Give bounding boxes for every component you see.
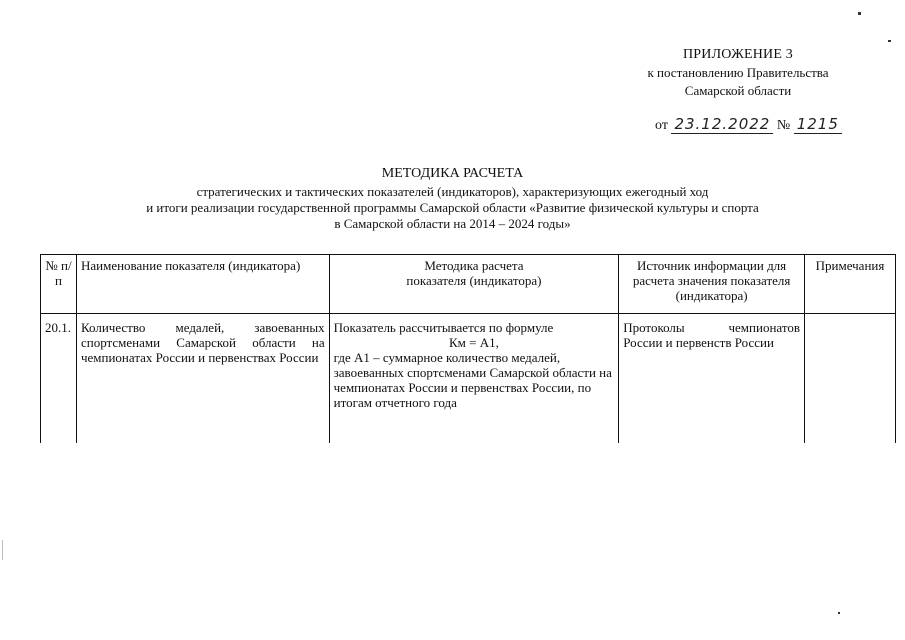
heading-line-3: в Самарской области на 2014 – 2024 годы» [334, 216, 571, 231]
header-num: № п/п [41, 255, 77, 314]
header-name: Наименование показателя (индикатора) [76, 255, 329, 314]
appendix-block [613, 47, 863, 101]
date-prefix: от [655, 118, 668, 133]
header-method-line-1: Методика расчета [424, 258, 524, 273]
cell-method [329, 314, 619, 444]
scan-speck [888, 40, 891, 42]
heading-title: МЕТОДИКА РАСЧЕТА [381, 166, 524, 181]
method-table [40, 254, 896, 443]
scan-speck [2, 540, 3, 560]
document-heading [0, 166, 905, 232]
heading-line-1: стратегических и тактических показателей (индикаторов), характеризующих ежегодный ход [196, 184, 709, 199]
number-label: № [776, 118, 791, 133]
cell-source: Протоколы чемпионатов России и первенств России [619, 314, 805, 444]
header-notes: Примечания [804, 255, 895, 314]
signature-line [655, 117, 842, 133]
scan-speck [858, 12, 861, 15]
method-description: где А1 – суммарное количество медалей, завоеванных спортсменами Самарской области на чемпионатах России и первенствах России, по итогам отчетного года [333, 350, 612, 410]
appendix-title: ПРИЛОЖЕНИЕ 3 [682, 47, 794, 62]
table-header-row [41, 255, 896, 314]
appendix-line-2: Самарской области [684, 83, 792, 98]
heading-line-2: и итоги реализации государственной программы Самарской области «Развитие физической культуры и спорта [146, 200, 759, 215]
header-method-line-2: показателя (индикатора) [406, 273, 542, 288]
cell-num: 20.1. [41, 314, 77, 444]
appendix-line-1: к постановлению Правительства [647, 65, 829, 80]
method-intro: Показатель рассчитывается по формуле [333, 320, 554, 335]
handwritten-number: 1215 [794, 115, 842, 134]
method-formula: Км = А1, [448, 335, 499, 350]
cell-notes [804, 314, 895, 444]
header-method [329, 255, 619, 314]
table-row [41, 314, 896, 444]
scan-speck [838, 612, 840, 614]
header-source: Источник информации для расчета значения показателя (индикатора) [619, 255, 805, 314]
handwritten-date: 23.12.2022 [671, 115, 773, 134]
cell-name: Количество медалей, завоеванных спортсменами Самарской области на чемпионатах России и первенствах России [76, 314, 329, 444]
